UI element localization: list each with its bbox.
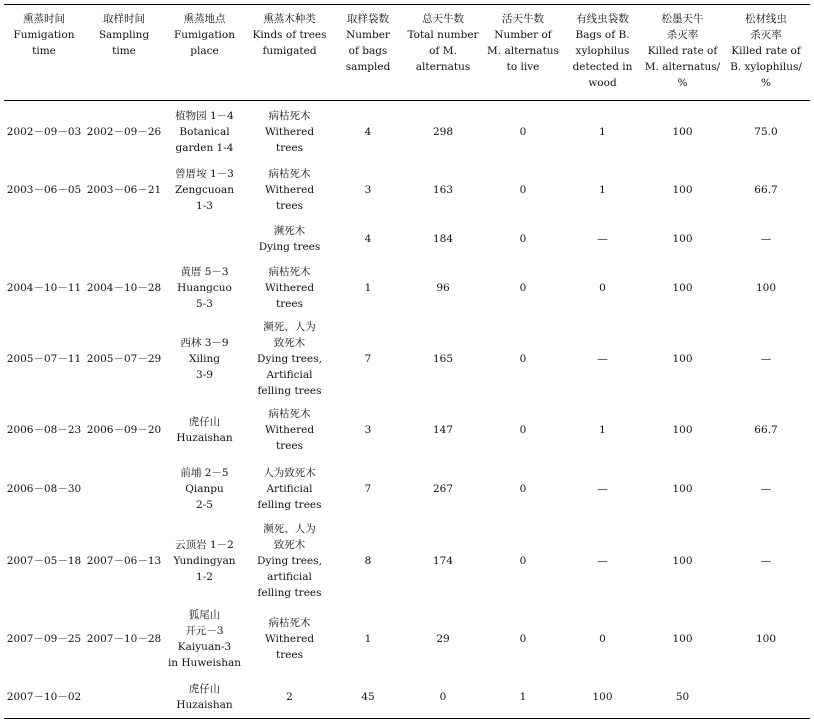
table-row	[4, 403, 810, 457]
cell-fumigation-time: 2002－09－03	[6, 125, 82, 138]
header-zh: 熏蒸地点	[183, 13, 226, 25]
cell-live: 0	[519, 423, 527, 436]
cell-bags: 45	[361, 691, 375, 704]
header-fumigation-place	[164, 5, 245, 101]
cell-fumigation-time: 2005－07－11	[6, 352, 82, 365]
cell-rate-ma: 100	[672, 632, 693, 645]
cell-fumigation-time	[4, 217, 84, 262]
cell-rate-ma: 100	[672, 183, 693, 196]
cell-total: 184	[432, 233, 454, 245]
cell-sampling-time	[84, 457, 164, 521]
header-zh: 总天牛数	[422, 13, 464, 25]
fumigation-results-table	[4, 4, 810, 719]
cell-place: 前埔 2－5 Qianpu 2-5	[180, 466, 229, 511]
cell-sampling-time	[84, 217, 164, 262]
table-header	[4, 5, 810, 101]
header-killed-rate-b-xylophilus	[722, 5, 810, 101]
cell-rate-ma: 100	[672, 482, 693, 495]
cell-bags: 3	[364, 183, 372, 196]
header-killed-rate-m-alternatus	[643, 5, 722, 101]
header-sampling-time	[84, 5, 164, 101]
header-en: Bags of B. xylophilus detected in wood	[572, 29, 633, 89]
table-row	[4, 521, 810, 601]
header-zh: 有线虫袋数	[576, 13, 629, 25]
cell-live: 0	[519, 282, 527, 294]
header-en: Sampling time	[98, 29, 150, 57]
cell-kinds: 病枯死木 Withered trees	[264, 616, 315, 661]
header-row	[4, 5, 810, 101]
cell-rate-bx: 100	[755, 282, 777, 294]
cell-fumigation-time: 2006－08－30	[6, 482, 82, 495]
cell-total: 165	[432, 352, 454, 365]
cell-rate-ma: 100	[672, 554, 693, 567]
cell-kinds: 病枯死木 Withered trees	[264, 266, 315, 310]
cell-bags-nematode: —	[597, 482, 608, 495]
cell-live: 0	[519, 125, 527, 138]
header-zh: 取样袋数	[347, 13, 389, 25]
cell-total: 0	[439, 691, 447, 704]
cell-bags-nematode: 1	[599, 183, 606, 196]
header-en: Number of M. alternatus to live	[487, 29, 559, 73]
cell-rate-bx: 75.0	[754, 125, 778, 138]
cell-rate-bx: —	[760, 554, 772, 567]
cell-rate-ma: 100	[672, 423, 693, 436]
cell-kinds: 濒死木 Dying trees	[258, 225, 321, 253]
cell-kinds: 病枯死木 Withered trees	[264, 109, 315, 154]
cell-bags-nematode: —	[597, 554, 608, 567]
cell-total: 163	[432, 183, 454, 196]
cell-sampling-time: 2003－06－21	[86, 183, 162, 196]
cell-fumigation-time: 2007－09－25	[6, 632, 82, 645]
cell-rate-ma: 100	[672, 125, 693, 138]
cell-kinds: 病枯死木 Withered trees	[264, 407, 315, 452]
cell-bags: 1	[364, 632, 372, 645]
table-row	[4, 677, 810, 719]
header-fumigation-time	[4, 5, 84, 101]
cell-live: 0	[519, 352, 527, 365]
table-row	[4, 601, 810, 677]
header-zh: 活天牛数	[502, 13, 544, 25]
cell-total: 96	[436, 282, 450, 294]
cell-fumigation-time: 2007－05－18	[6, 554, 82, 567]
cell-place: 黄厝 5－3 Huangcuo 5-3	[177, 266, 232, 310]
header-en: Fumigation time	[13, 29, 75, 57]
cell-sampling-time	[84, 677, 164, 719]
cell-kinds: 病枯死木 Withered trees	[264, 167, 315, 212]
cell-total: 298	[432, 125, 454, 138]
cell-fumigation-time: 2007－10－02	[6, 691, 82, 704]
cell-sampling-time: 2002－09－26	[86, 125, 162, 138]
cell-live: 0	[519, 482, 527, 495]
cell-total: 29	[436, 632, 450, 645]
cell-kinds: 濒死、人为 致死木 Dying trees, artificial felling trees	[257, 522, 322, 599]
header-bags-b-xylophilus	[562, 5, 643, 101]
header-live-m-alternatus	[484, 5, 562, 101]
header-zh: 熏蒸木种类	[263, 13, 316, 25]
header-zh: 熏蒸时间	[23, 13, 65, 25]
cell-place: 曾厝垵 1－3 Zengcuoan 1-3	[175, 167, 234, 212]
cell-bags-nematode: 0	[599, 632, 606, 645]
cell-place: 西林 3－9 Xiling 3-9	[180, 336, 229, 381]
cell-rate-bx: —	[760, 233, 772, 245]
cell-place	[164, 217, 245, 262]
cell-total: 174	[432, 554, 454, 567]
cell-sampling-time: 2007－06－13	[86, 554, 162, 567]
cell-bags-nematode: 0	[599, 282, 606, 294]
cell-bags-nematode: 1	[599, 423, 606, 436]
cell-place: 云顶岩 1－2 Yundingyan 1-2	[173, 538, 236, 583]
cell-rate-bx: 66.7	[754, 183, 778, 196]
cell-fumigation-time: 2004－10－11	[6, 282, 82, 294]
cell-bags: 8	[364, 554, 372, 567]
cell-bags: 3	[364, 423, 372, 436]
header-zh: 取样时间	[103, 13, 145, 25]
cell-live: 1	[519, 691, 527, 704]
cell-rate-bx: 66.7	[754, 423, 778, 436]
cell-rate-ma: 100	[672, 233, 693, 245]
header-bags-sampled	[334, 5, 402, 101]
cell-place: 虎仔山 Huzaishan	[176, 415, 233, 444]
cell-live: 0	[519, 632, 527, 645]
cell-sampling-time: 2004－10－28	[86, 282, 162, 294]
header-kinds-of-trees	[245, 5, 334, 101]
cell-sampling-time: 2007－10－28	[86, 632, 162, 645]
cell-sampling-time: 2005－07－29	[86, 352, 162, 365]
header-en: Kinds of trees fumigated	[252, 29, 327, 57]
cell-live: 0	[519, 233, 527, 245]
cell-rate-bx: —	[760, 482, 772, 495]
cell-kinds: 2	[286, 691, 293, 704]
cell-bags-nematode: —	[597, 352, 608, 365]
cell-sampling-time: 2006－09－20	[86, 423, 162, 436]
cell-rate-bx	[722, 677, 810, 719]
table-row	[4, 163, 810, 217]
header-zh: 松墨天牛 杀灭率	[661, 13, 704, 41]
cell-fumigation-time: 2003－06－05	[6, 183, 82, 196]
header-en: Number of bags sampled	[345, 29, 391, 73]
cell-bags-nematode: 100	[592, 691, 613, 704]
table-row	[4, 315, 810, 403]
table-row	[4, 262, 810, 315]
cell-total: 147	[432, 423, 454, 436]
cell-place: 虎仔山 Huzaishan	[176, 683, 233, 712]
cell-bags: 7	[364, 482, 372, 495]
header-en: Fumigation place	[173, 29, 235, 57]
cell-kinds: 濒死、人为 致死木 Dying trees, Artificial felling trees	[257, 320, 322, 397]
cell-rate-bx: 100	[755, 632, 777, 645]
table-row	[4, 457, 810, 521]
header-en: Killed rate of M. alternatus/ %	[644, 45, 721, 89]
cell-bags: 4	[364, 233, 372, 245]
cell-place: 狐尾山 开元－3 Kaiyuan-3 in Huweishan	[167, 608, 242, 669]
table-body	[4, 101, 810, 719]
cell-kinds: 人为致死木 Artificial felling trees	[257, 466, 322, 511]
cell-fumigation-time: 2006－08－23	[6, 423, 82, 436]
table-row	[4, 217, 810, 262]
header-en: Killed rate of B. xylophilus/ %	[730, 45, 802, 89]
cell-rate-ma: 50	[675, 691, 690, 704]
cell-rate-ma: 100	[672, 352, 693, 365]
cell-bags-nematode: 1	[599, 125, 606, 138]
cell-rate-ma: 100	[672, 282, 693, 294]
cell-bags: 4	[364, 125, 372, 138]
cell-place: 植物园 1－4 Botanical garden 1-4	[175, 109, 234, 154]
cell-live: 0	[519, 183, 527, 196]
cell-bags: 1	[364, 282, 372, 294]
header-en: Total number of M. alternatus	[407, 29, 479, 73]
cell-bags: 7	[364, 352, 372, 365]
cell-total: 267	[432, 482, 454, 495]
cell-live: 0	[519, 554, 527, 567]
header-zh: 松材线虫 杀灭率	[745, 13, 787, 41]
cell-bags-nematode: —	[597, 233, 608, 245]
table-row	[4, 101, 810, 163]
cell-rate-bx: —	[760, 352, 772, 365]
header-total-m-alternatus	[402, 5, 484, 101]
